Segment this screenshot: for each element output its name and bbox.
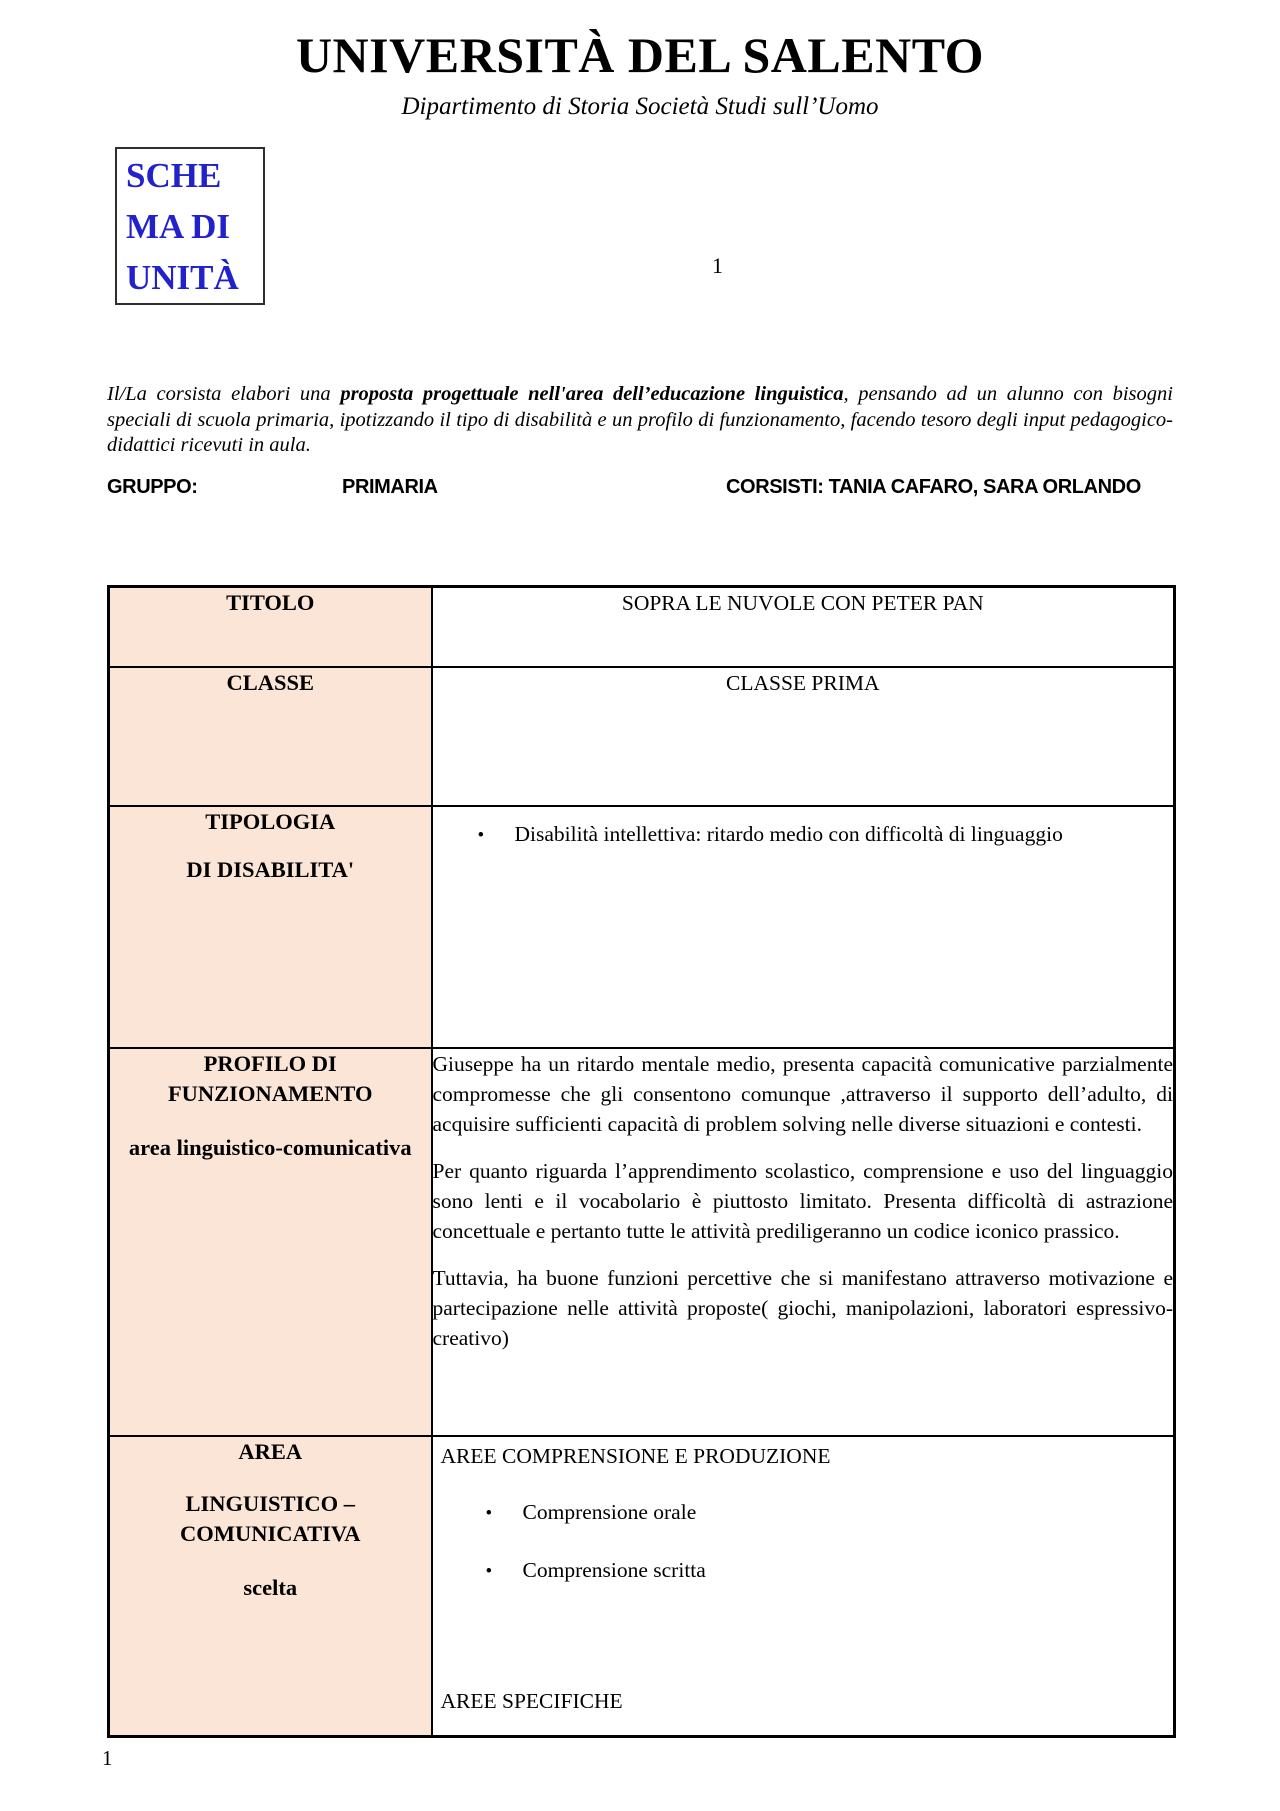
area-label-line: AREA xyxy=(238,1438,303,1464)
classe-value-cell xyxy=(432,667,1175,806)
gruppo-value: PRIMARIA xyxy=(342,476,438,498)
titolo-label: TITOLO xyxy=(226,590,315,615)
classe-label-cell xyxy=(109,667,432,806)
schema-box-line: MA DI xyxy=(126,207,231,246)
titolo-value-cell xyxy=(432,587,1175,667)
table-row-area xyxy=(109,1436,1175,1737)
profilo-label-subline: area linguistico-comunicativa xyxy=(128,1134,412,1160)
profilo-paragraph: Per quanto riguarda l’apprendimento scolastico, comprensione e uso del linguaggio sono lenti e il vocabolario è piuttosto limitato. Presenta difficoltà di astrazione concettuale e pertanto tutte le attività prediligeranno un codice iconico prassico. xyxy=(432,1158,1173,1243)
area-label-line: COMUNICATIVA xyxy=(180,1520,361,1546)
area-bullet-item xyxy=(486,1497,1174,1529)
intro-text-bold: proposta progettuale nell'area dell’educazione linguistica xyxy=(340,383,844,405)
schema-di-unita-box xyxy=(115,147,265,305)
table-row-classe xyxy=(109,667,1175,806)
area-label-line: LINGUISTICO – xyxy=(185,1490,355,1516)
tipologia-bullet-text: Disabilità intellettiva: ritardo medio con difficoltà di linguaggio xyxy=(514,821,1063,846)
intro-text-post: , pensando ad un alunno con bisogni speciali di scuola primaria, ipotizzando il tipo di disabilità e un profilo di funzionamento, facendo tesoro degli input pedagogico- didattici ricevuti in aula. xyxy=(107,383,1173,456)
profilo-paragraph: Tuttavia, ha buone funzioni percettive che si manifestano attraverso motivazione e partecipazione nelle attività proposte( giochi, manipolazioni, laboratori espressivo-creativo) xyxy=(432,1265,1173,1350)
profilo-paragraph: Giuseppe ha un ritardo mentale medio, presenta capacità comunicative parzialmente compromesse che gli consentono comunque ,attraverso il supporto dell’adulto, di acquisire sufficienti capacità di problem solving nelle diverse situazioni e contesti. xyxy=(432,1051,1173,1136)
profilo-label-line: FUNZIONAMENTO xyxy=(167,1080,373,1106)
footer-page-number: 1 xyxy=(102,1746,113,1770)
tipologia-label-line: DI DISABILITA' xyxy=(186,856,355,882)
area-subheading: AREE SPECIFICHE xyxy=(440,1688,623,1713)
tipologia-bullet-item xyxy=(478,819,1174,851)
area-heading: AREE COMPRENSIONE E PRODUZIONE xyxy=(440,1443,831,1468)
tipologia-label-line: TIPOLOGIA xyxy=(205,808,336,834)
area-value-content xyxy=(433,1437,1174,1732)
assignment-intro-paragraph xyxy=(107,382,1173,459)
bullet-icon: • xyxy=(485,1560,493,1582)
table-row-titolo xyxy=(109,587,1175,667)
area-bullet-item xyxy=(486,1555,1174,1587)
profilo-label-line: PROFILO DI xyxy=(203,1050,337,1076)
table-row-profilo xyxy=(109,1048,1175,1436)
profilo-label-cell xyxy=(109,1048,432,1436)
intro-text-pre: Il/La corsista elabori una xyxy=(107,383,341,405)
schema-box-line: SCHE xyxy=(126,156,222,195)
tipologia-value-cell xyxy=(432,806,1175,1048)
area-bullet-text: Comprensione scritta xyxy=(522,1557,706,1582)
group-line xyxy=(0,476,1280,502)
gruppo-label: GRUPPO: xyxy=(107,476,198,498)
classe-label: CLASSE xyxy=(226,669,315,695)
titolo-value: SOPRA LE NUVOLE CON PETER PAN xyxy=(621,591,984,615)
table-row-tipologia xyxy=(109,806,1175,1048)
classe-value: CLASSE PRIMA xyxy=(725,670,880,695)
corsisti-value: CORSISTI: TANIA CAFARO, SARA ORLANDO xyxy=(726,476,1141,498)
tipologia-label-cell xyxy=(109,806,432,1048)
area-bullet-text: Comprensione orale xyxy=(522,1499,697,1524)
page-subtitle: Dipartimento di Storia Società Studi sull’Uomo xyxy=(401,93,879,120)
bullet-icon: • xyxy=(485,1502,493,1524)
page-title: UNIVERSITÀ DEL SALENTO xyxy=(295,27,985,83)
bullet-icon: • xyxy=(477,824,485,846)
top-page-number: 1 xyxy=(712,253,723,278)
area-value-cell xyxy=(432,1436,1175,1737)
titolo-label-cell xyxy=(109,587,432,667)
area-label-cell xyxy=(109,1436,432,1737)
schema-table xyxy=(107,585,1176,1738)
profilo-value-cell xyxy=(432,1048,1175,1436)
schema-box-line: UNITÀ xyxy=(126,258,239,297)
area-label-line: scelta xyxy=(243,1574,298,1600)
